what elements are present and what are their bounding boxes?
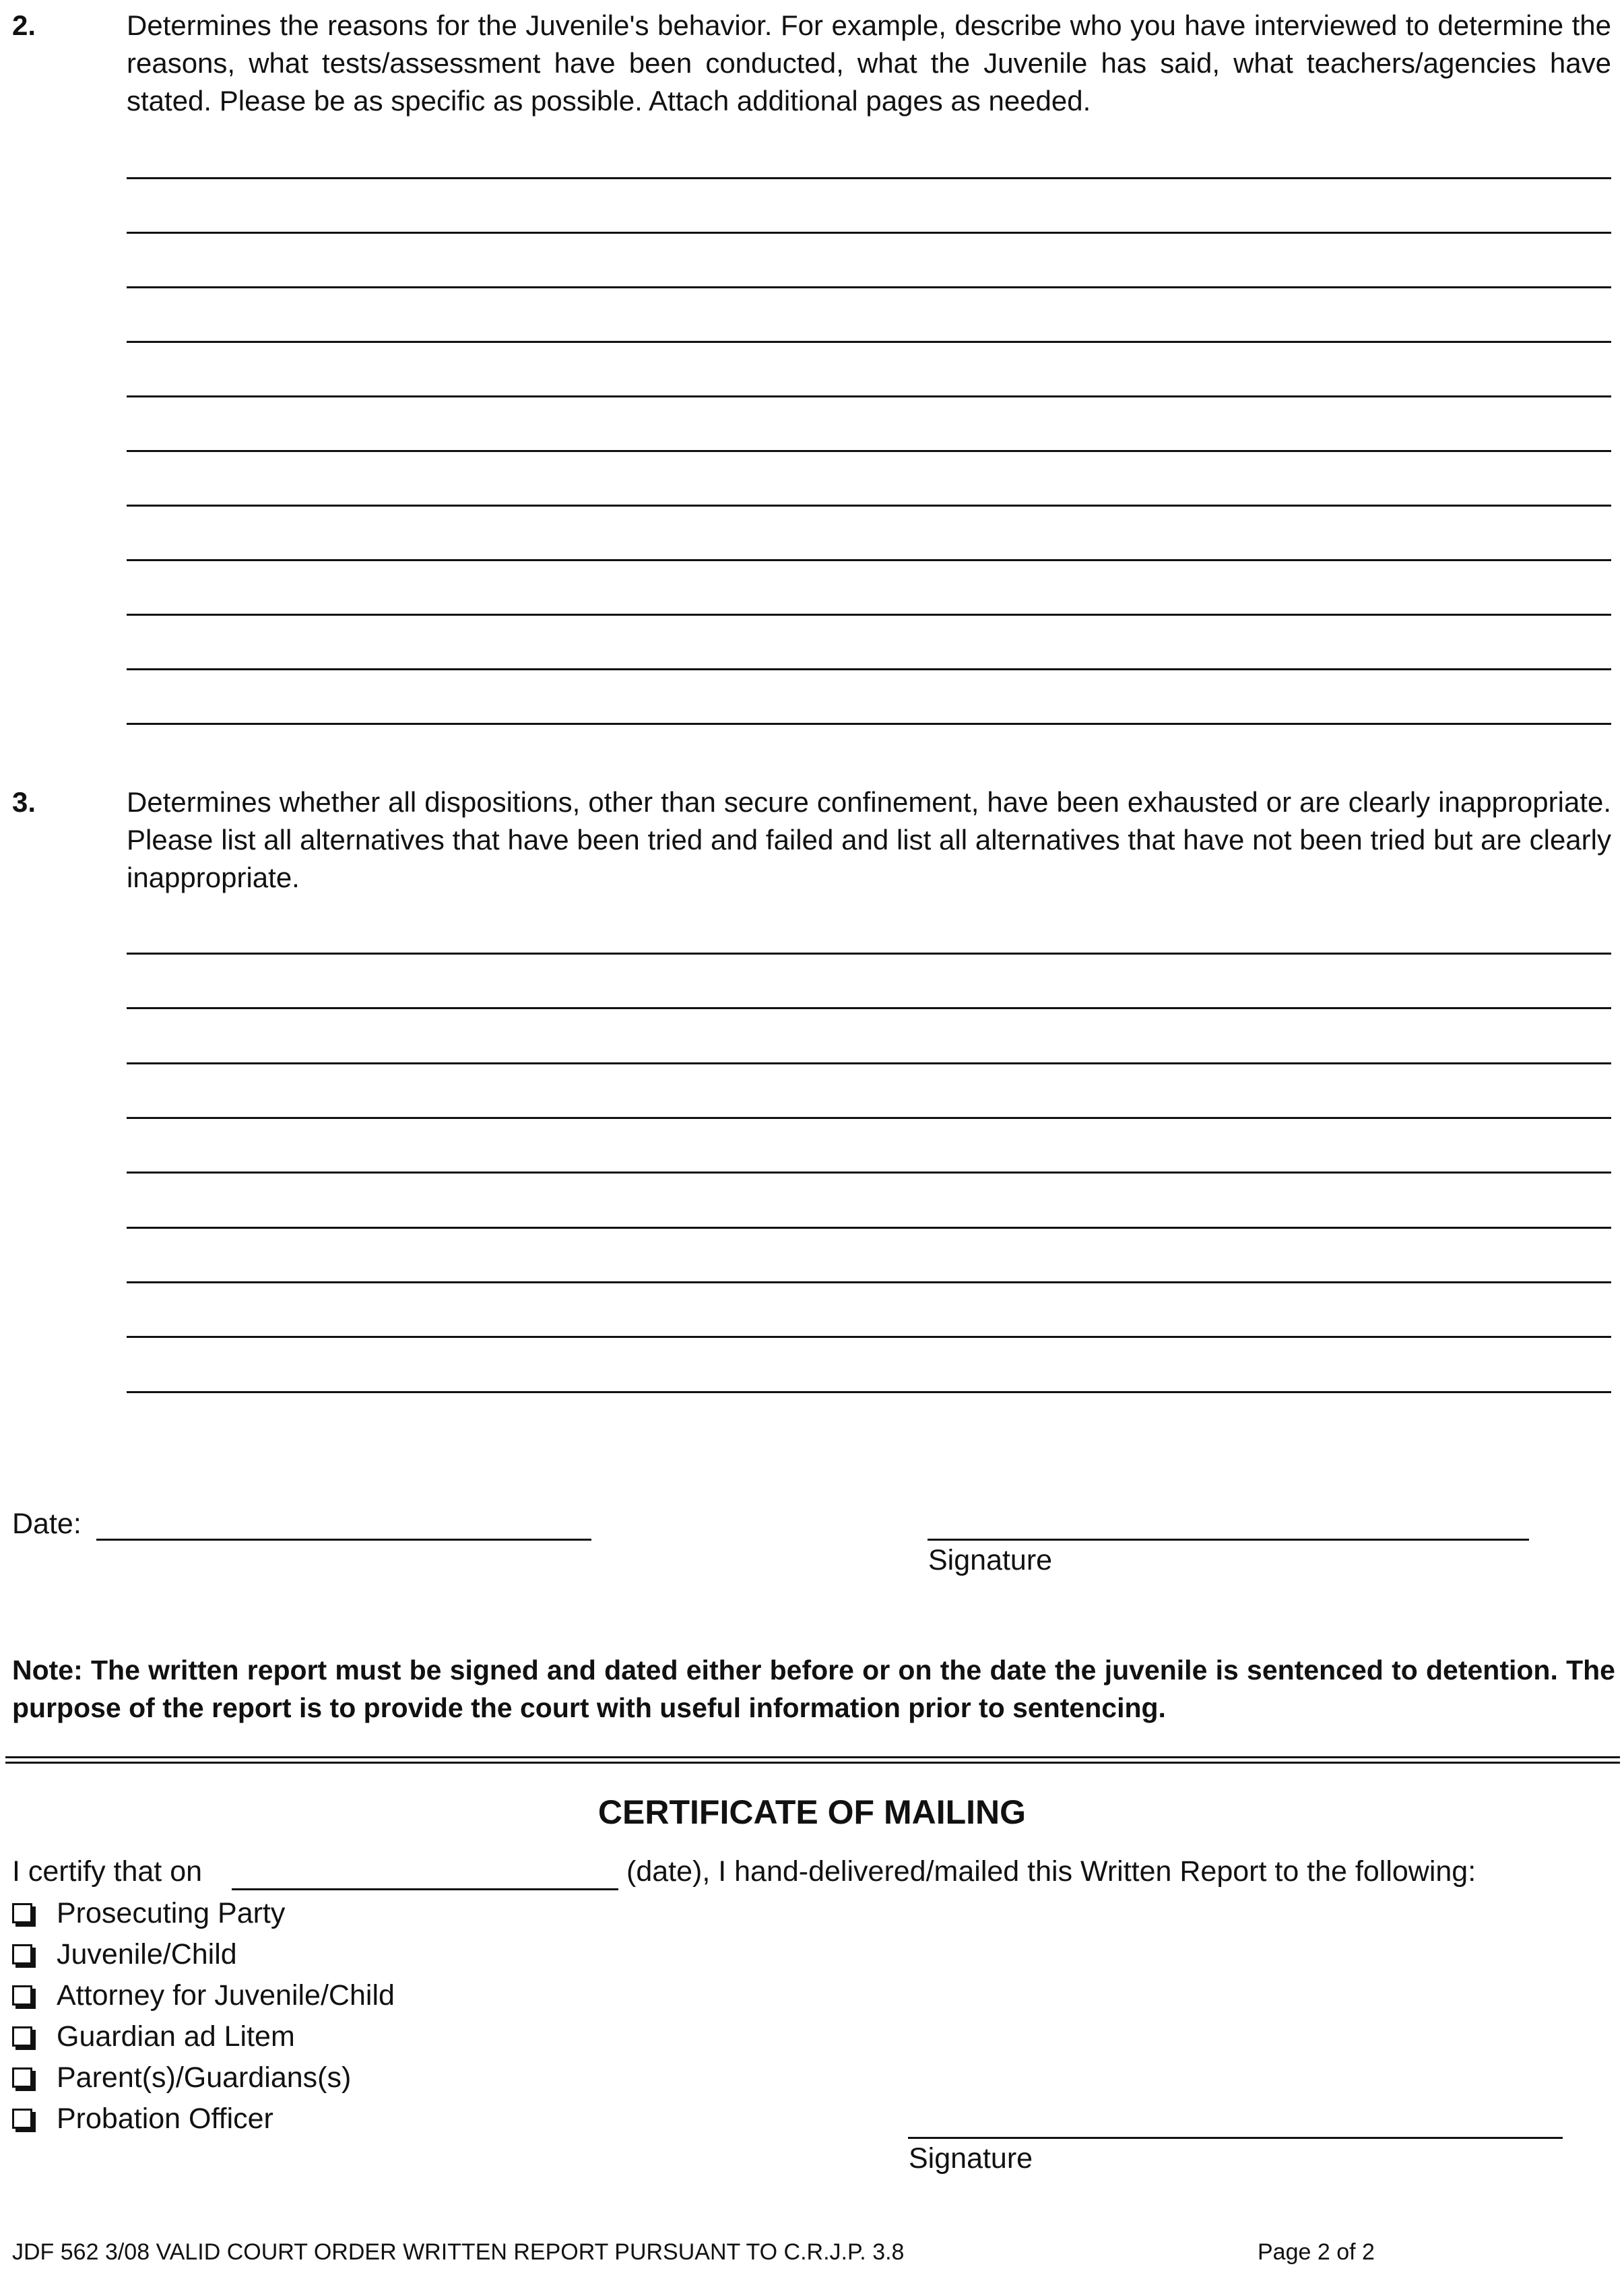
date-label: Date: [12, 1508, 82, 1540]
recipient-option[interactable] [12, 1977, 395, 2014]
item-3-answer-line[interactable] [127, 1172, 1611, 1174]
item-2-answer-line[interactable] [127, 450, 1611, 452]
item-2-answer-line[interactable] [127, 505, 1611, 507]
section-divider [5, 1756, 1620, 1764]
item-2-answer-line[interactable] [127, 395, 1611, 397]
recipient-label: Attorney for Juvenile/Child [57, 1979, 395, 2012]
date-field[interactable] [96, 1539, 591, 1541]
recipient-option[interactable] [12, 2059, 351, 2096]
item-2-answer-line[interactable] [127, 614, 1611, 616]
signature-field[interactable] [928, 1539, 1529, 1541]
recipient-label: Juvenile/Child [57, 1938, 237, 1970]
recipient-option[interactable] [12, 1935, 237, 1973]
item-3-answer-line[interactable] [127, 1007, 1611, 1009]
item-2-answer-line[interactable] [127, 232, 1611, 234]
item-2-answer-line[interactable] [127, 723, 1611, 725]
checkbox[interactable] [12, 1985, 32, 2006]
certificate-signature-field[interactable] [908, 2137, 1563, 2139]
item-3-instructions: Determines whether all dispositions, other than secure confinement, have been exhausted or are clearly inappropriate. Please list all alternatives that have been tried and failed and list all alternatives that have not been tried but are clearly inappropriate. [127, 786, 1611, 893]
item-3-answer-line[interactable] [127, 1062, 1611, 1064]
checkbox[interactable] [12, 1944, 32, 1964]
item-3-answer-line[interactable] [127, 1391, 1611, 1393]
page-number: Page 2 of 2 [1258, 2239, 1375, 2265]
recipient-label: Prosecuting Party [57, 1897, 286, 1929]
mailing-date-field[interactable] [232, 1888, 618, 1890]
recipient-option[interactable] [12, 2100, 273, 2138]
certificate-signature-label: Signature [909, 2142, 1033, 2175]
signature-label: Signature [928, 1544, 1053, 1576]
recipient-label: Parent(s)/Guardians(s) [57, 2061, 352, 2094]
item-3-answer-line[interactable] [127, 1281, 1611, 1283]
recipient-label: Guardian ad Litem [57, 2020, 295, 2053]
item-3-answer-line[interactable] [127, 1117, 1611, 1119]
recipient-option[interactable] [12, 2018, 295, 2055]
item-2-answer-line[interactable] [127, 559, 1611, 561]
item-2-answer-line[interactable] [127, 341, 1611, 343]
certify-suffix: (date), I hand-delivered/mailed this Written Report to the following: [626, 1855, 1476, 1888]
certify-prefix: I certify that on [12, 1855, 203, 1888]
certificate-title: CERTIFICATE OF MAILING [597, 1793, 1027, 1831]
checkbox[interactable] [12, 1903, 32, 1923]
form-identifier: JDF 562 3/08 VALID COURT ORDER WRITTEN REPORT PURSUANT TO C.R.J.P. 3.8 [12, 2239, 905, 2265]
checkbox[interactable] [12, 2026, 32, 2047]
item-2-answer-line[interactable] [127, 286, 1611, 288]
item-2-number: 2. [12, 9, 36, 41]
item-2-answer-line[interactable] [127, 177, 1611, 179]
item-2-instructions: Determines the reasons for the Juvenile's behavior. For example, describe who you have interviewed to determine the reasons, what tests/assessment have been conducted, what the Juvenile has said, what teachers/agencies have stated. Please be as specific as possible. Attach additional pages as needed. [127, 9, 1611, 117]
item-3-answer-line[interactable] [127, 1227, 1611, 1229]
recipient-label: Probation Officer [57, 2103, 273, 2135]
item-2-answer-line[interactable] [127, 668, 1611, 670]
item-3-answer-line[interactable] [127, 1336, 1611, 1338]
item-3-answer-line[interactable] [127, 953, 1611, 955]
item-3-number: 3. [12, 786, 36, 818]
sentencing-note: Note: The written report must be signed and dated either before or on the date the juvenile is sentenced to detention. The purpose of the report is to provide the court with useful information prior to sentencing. [12, 1655, 1615, 1723]
checkbox[interactable] [12, 2109, 32, 2129]
checkbox[interactable] [12, 2067, 32, 2088]
recipient-option[interactable] [12, 1894, 285, 1932]
